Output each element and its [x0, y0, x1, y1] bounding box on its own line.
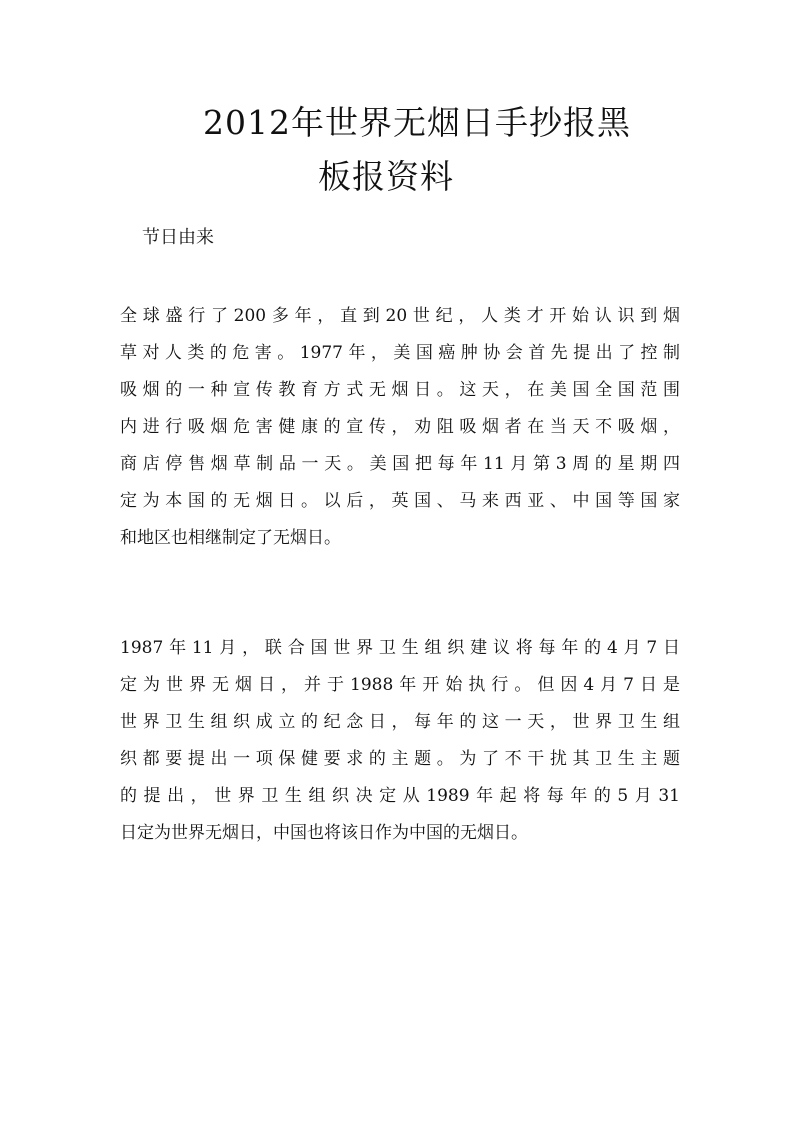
paragraph-line: 定为世界无烟日，并于1988年开始执行。但因4月7日是 [120, 675, 680, 695]
document-title-line-1: 2012年世界无烟日手抄报黑 [203, 103, 631, 142]
section-heading: 节日由来 [142, 227, 214, 248]
paragraph-line: 日定为世界无烟日，中国也将该日作为中国的无烟日。 [120, 823, 528, 843]
document-title-line-2: 板报资料 [318, 157, 454, 196]
paragraph-line: 和地区也相继制定了无烟日。 [120, 528, 341, 548]
paragraph-line: 世界卫生组织成立的纪念日，每年的这一天，世界卫生组 [120, 712, 680, 732]
paragraph-line: 织都要提出一项保健要求的主题。为了不干扰其卫生主题 [120, 749, 680, 769]
paragraph-line: 商店停售烟草制品一天。美国把每年11月第3周的星期四 [120, 454, 680, 474]
paragraph-line: 吸烟的一种宣传教育方式无烟日。这天，在美国全国范围 [120, 380, 680, 400]
paragraph-line: 定为本国的无烟日。以后，英国、马来西亚、中国等国家 [120, 491, 680, 511]
paragraph-line: 草对人类的危害。1977年，美国癌肿协会首先提出了控制 [120, 343, 680, 363]
paragraph-who [120, 630, 680, 852]
paragraph-line: 1987年11月，联合国世界卫生组织建议将每年的4月7日 [120, 638, 680, 658]
paragraph-line: 全球盛行了200多年，直到20世纪，人类才开始认识到烟 [120, 306, 680, 326]
paragraph-line: 内进行吸烟危害健康的宣传，劝阻吸烟者在当天不吸烟， [120, 417, 680, 437]
paragraph-origin [120, 298, 680, 557]
paragraph-line: 的提出，世界卫生组织决定从1989年起将每年的5月31 [120, 786, 680, 806]
